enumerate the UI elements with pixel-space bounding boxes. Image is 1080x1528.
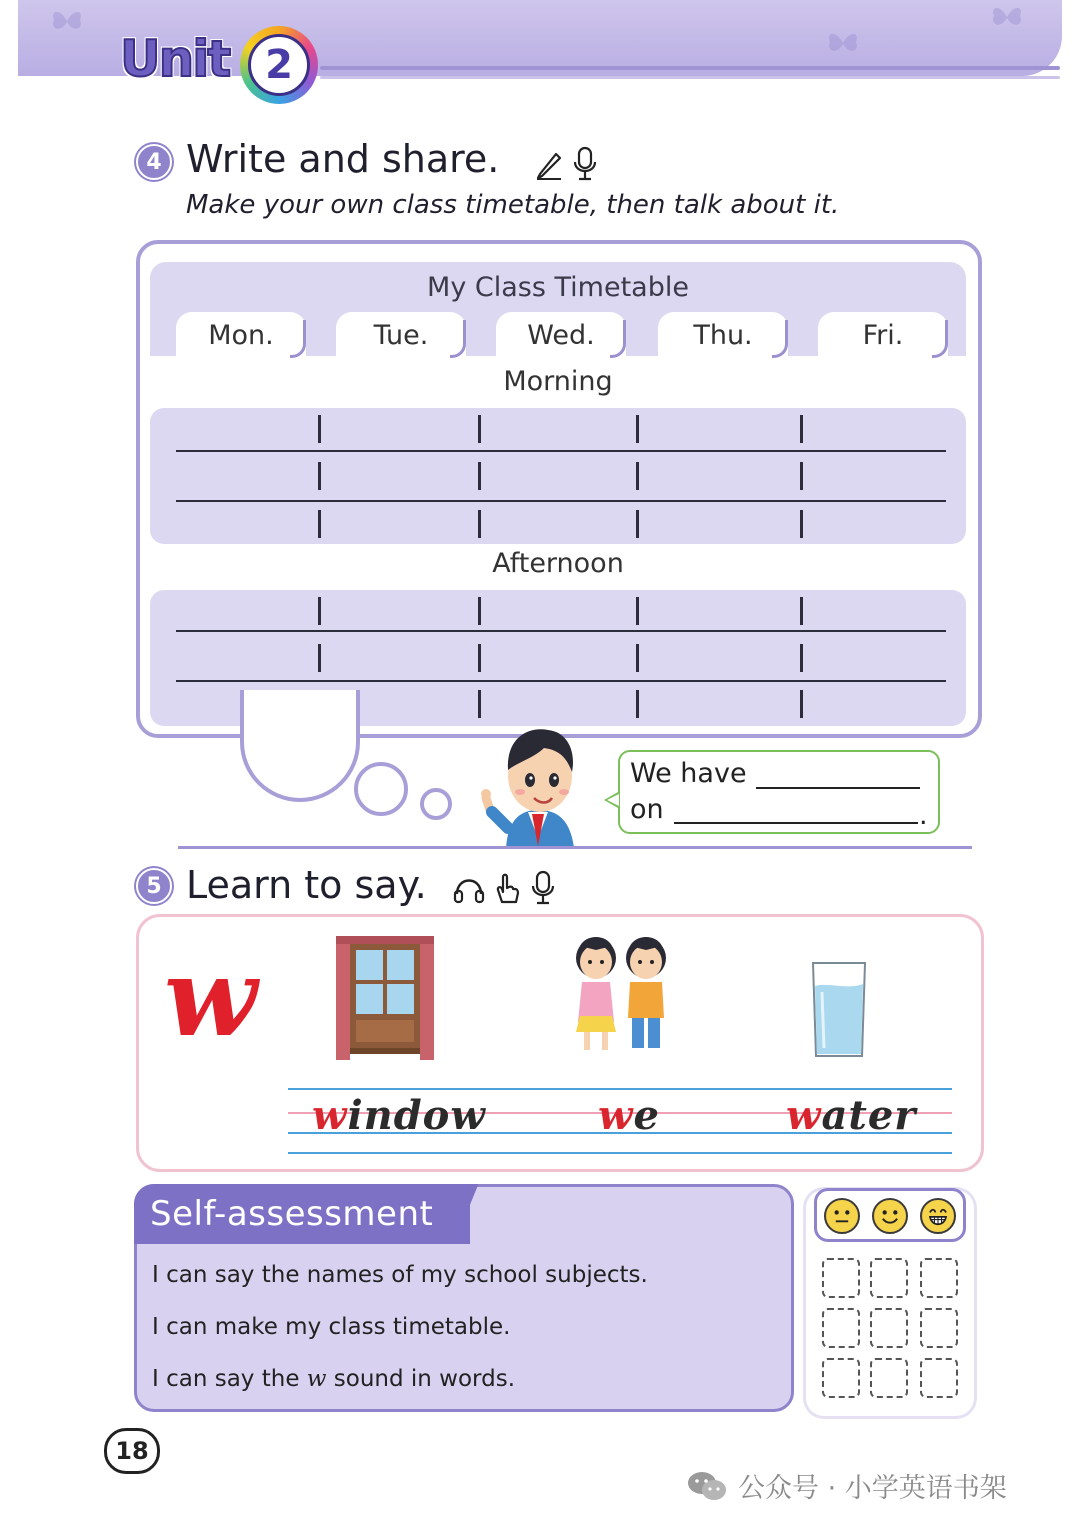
writing-line (176, 680, 946, 682)
speech-blank-2[interactable] (674, 822, 918, 824)
column-divider (318, 644, 321, 672)
column-divider (636, 415, 639, 443)
column-divider (800, 415, 803, 443)
afternoon-label: Afternoon (492, 548, 624, 579)
header-stripe (320, 66, 1060, 70)
page-number: 18 (104, 1428, 160, 1474)
pencil-icon (534, 148, 564, 180)
microphone-icon (572, 146, 598, 182)
column-divider (636, 644, 639, 672)
column-divider (318, 510, 321, 538)
rating-checkbox[interactable] (920, 1358, 958, 1398)
phonics-word-we: we (598, 1092, 660, 1139)
rating-checkbox[interactable] (920, 1258, 958, 1298)
self-assessment-item: I can make my class timetable. (152, 1314, 511, 1340)
smile-face-icon (872, 1198, 908, 1234)
phonics-word-water: water (786, 1092, 917, 1139)
section-number-4: 4 (136, 144, 172, 180)
speech-pointer-fill (607, 794, 619, 806)
neutral-face-icon (824, 1198, 860, 1234)
day-tab-wed: Wed. (496, 312, 626, 358)
thought-bubble-dot (420, 788, 452, 820)
thought-bubble-tail (240, 690, 360, 802)
timetable-title: My Class Timetable (427, 272, 689, 303)
day-tab-mon: Mon. (176, 312, 306, 358)
column-divider (800, 644, 803, 672)
window-picture (336, 936, 434, 1060)
phonics-word-window: window (312, 1092, 486, 1139)
rating-checkbox[interactable] (920, 1308, 958, 1348)
writing-line (176, 630, 946, 632)
column-divider (318, 462, 321, 490)
boy-character-illustration (478, 718, 598, 848)
morning-label: Morning (503, 366, 613, 397)
writing-line (176, 500, 946, 502)
section-title-write-and-share: Write and share. (186, 137, 500, 181)
speech-period: . (919, 800, 928, 831)
column-divider (636, 510, 639, 538)
writing-guide-line (288, 1088, 952, 1090)
column-divider (478, 415, 481, 443)
rating-checkbox[interactable] (870, 1258, 908, 1298)
column-divider (478, 644, 481, 672)
section-title-learn-to-say: Learn to say. (186, 863, 427, 907)
wechat-icon (686, 1470, 728, 1502)
rating-checkbox[interactable] (822, 1358, 860, 1398)
headphones-icon (452, 872, 486, 906)
day-tab-thu: Thu. (658, 312, 788, 358)
butterfly-icon (826, 30, 860, 56)
column-divider (636, 597, 639, 625)
speech-text-we-have: We have (630, 758, 747, 789)
speech-text-on: on (630, 794, 664, 825)
column-divider (478, 462, 481, 490)
rating-checkbox[interactable] (870, 1308, 908, 1348)
column-divider (636, 462, 639, 490)
day-tab-tue: Tue. (336, 312, 466, 358)
column-divider (318, 415, 321, 443)
unit-number-badge (240, 26, 318, 104)
self-assessment-title: Self-assessment (150, 1194, 434, 1234)
self-assessment-item: I can say the names of my school subjects. (152, 1262, 648, 1288)
column-divider (478, 510, 481, 538)
butterfly-icon (50, 8, 84, 34)
glass-of-water-picture (810, 960, 868, 1060)
header-stripe (320, 76, 1060, 79)
column-divider (800, 597, 803, 625)
unit-label: Unit (120, 30, 230, 88)
speech-blank-1[interactable] (756, 787, 920, 789)
section-divider (178, 846, 972, 849)
thought-bubble-dot (354, 762, 408, 816)
section-number-5: 5 (136, 868, 172, 904)
phonics-letter-w: w (164, 935, 257, 1061)
microphone-icon (530, 870, 556, 906)
column-divider (636, 690, 639, 718)
column-divider (800, 510, 803, 538)
two-girls-picture (566, 932, 676, 1058)
column-divider (800, 690, 803, 718)
day-tab-fri: Fri. (818, 312, 948, 358)
column-divider (478, 597, 481, 625)
section-subtitle: Make your own class timetable, then talk about it. (186, 190, 840, 220)
rating-checkbox[interactable] (822, 1258, 860, 1298)
rating-checkbox[interactable] (822, 1308, 860, 1348)
column-divider (318, 597, 321, 625)
butterfly-icon (990, 4, 1024, 30)
self-assessment-item: I can say the w sound in words. (152, 1366, 516, 1392)
writing-guide-line (288, 1152, 952, 1154)
column-divider (478, 690, 481, 718)
unit-number: 2 (248, 34, 310, 96)
rating-checkbox[interactable] (870, 1358, 908, 1398)
grin-face-icon (920, 1198, 956, 1234)
writing-line (176, 450, 946, 452)
watermark-text: 公众号 · 小学英语书架 (738, 1473, 1007, 1504)
morning-grid[interactable] (150, 408, 966, 544)
column-divider (800, 462, 803, 490)
pointing-finger-icon (492, 872, 522, 906)
watermark (686, 1466, 1007, 1505)
